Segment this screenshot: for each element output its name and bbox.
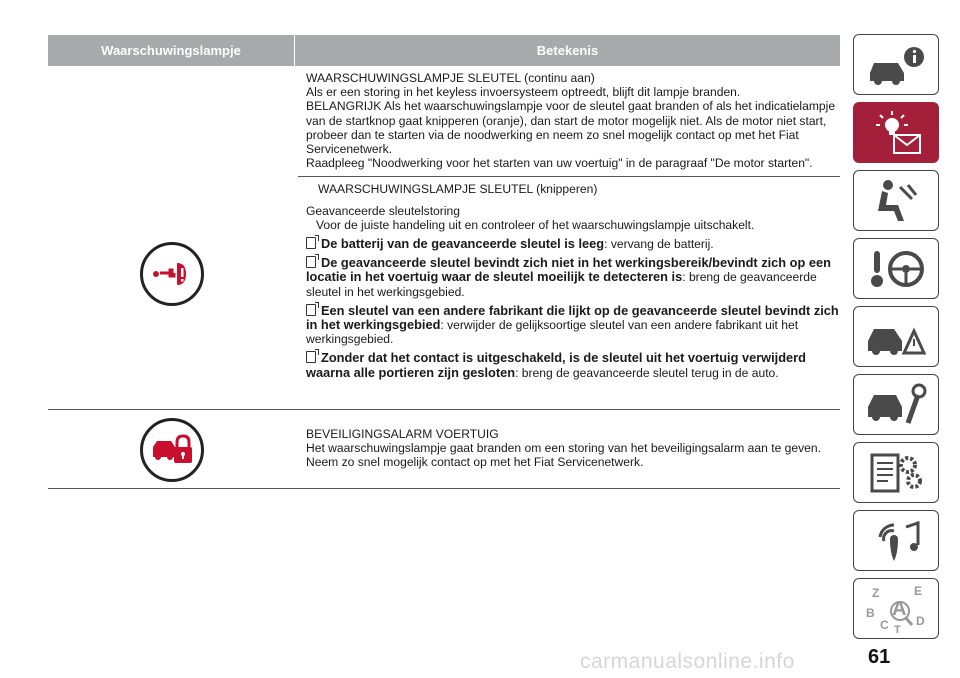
list-item: Een sleutel van een andere fabrikant die lijkt op de geavanceerde sleutel bevindt zich in het werkingsgebied: verwijder de gelijksoortige sleutel van een andere fabrikant uit het werkingsgebied. (306, 302, 839, 347)
warning-light-envelope-icon (864, 109, 928, 157)
continuous-title: WAARSCHUWINGSLAMPJE SLEUTEL (continu aan) (306, 71, 595, 85)
alarm-line1: Het waarschuwingslampje gaat branden om een storing van het beveiligingsalarm aan te geven. (306, 441, 821, 456)
svg-text:E: E (914, 583, 923, 598)
table-row (48, 410, 840, 489)
alarm-title: BEVEILIGINGSALARM VOERTUIG (306, 427, 499, 441)
tab-emergency[interactable] (853, 306, 939, 367)
media-music-icon (864, 517, 928, 565)
tab-warning-lights[interactable] (853, 102, 939, 163)
security-alarm-lamp-icon (140, 418, 204, 482)
tab-starting-driving[interactable] (853, 238, 939, 299)
table-header (48, 35, 840, 66)
blinking-block (298, 176, 840, 383)
tab-dashboard[interactable] (853, 34, 939, 95)
checkbox-icon (306, 304, 316, 316)
car-wrench-icon (864, 381, 928, 429)
alarm-line2: Neem zo snel mogelijk contact op met het Fiat Servicenetwerk. (306, 455, 644, 470)
svg-text:D: D (916, 613, 925, 628)
svg-text:T: T (894, 623, 901, 635)
table-row (48, 66, 840, 410)
header-meaning: Betekenis (536, 43, 599, 58)
header-lamp: Waarschuwingslampje (48, 35, 295, 66)
specs-gears-icon (864, 449, 928, 497)
checkbox-icon (306, 351, 316, 363)
seat-airbag-icon (864, 177, 928, 225)
svg-text:A: A (892, 597, 907, 620)
warning-lights-table (48, 35, 840, 489)
tab-multimedia[interactable] (853, 510, 939, 571)
key-warning-lamp-icon (140, 242, 204, 306)
blinking-title: WAARSCHUWINGSLAMPJE SLEUTEL (knipperen) (318, 182, 598, 197)
svg-text:Z: Z (872, 585, 880, 600)
tab-index[interactable] (853, 578, 939, 639)
list-item: De batterij van de geavanceerde sleutel is leeg: vervang de batterij. (306, 237, 840, 251)
tab-safety[interactable] (853, 170, 939, 231)
continuous-line2: BELANGRIJK Als het waarschuwingslampje voor de sleutel gaat branden of als het indicatielampje van de startknop gaat knipperen (oranje), dan start de motor mogelijk niet. Als de motor niet start, probeer dan te starten via de noodwerking en neem zo snel mogelijk contact op met het Fiat Servicenetwerk. (306, 99, 836, 157)
lamp-cell (48, 410, 298, 488)
steering-wheel-key-icon (864, 245, 928, 293)
svg-text:C: C (880, 617, 889, 632)
list-item: De geavanceerde sleutel bevindt zich niet in het werkingsbereik/bevindt zich op een locatie in het voertuig waar de sleutel moeilijk te detecteren is: breng de geavanceerde sleutel in het werkingsgebied. (306, 255, 831, 299)
car-accident-icon (864, 313, 928, 361)
meaning-cell (298, 66, 840, 409)
blinking-sub: Geavanceerde sleutelstoring (306, 203, 460, 218)
continuous-block (298, 66, 840, 176)
chapter-nav (853, 34, 939, 646)
tab-technical-data[interactable] (853, 442, 939, 503)
list-item: Zonder dat het contact is uitgeschakeld, is de sleutel uit het voertuig verwijderd waarna alle portieren zijn gesloten: breng de geavanceerde sleutel terug in de auto. (306, 350, 806, 380)
watermark: carmanualsonline.info (580, 650, 795, 673)
page-number: 61 (868, 646, 891, 668)
meaning-cell (298, 410, 840, 488)
car-info-icon (864, 43, 928, 87)
tab-maintenance[interactable] (853, 374, 939, 435)
svg-text:B: B (866, 605, 875, 620)
checkbox-icon (306, 256, 316, 268)
lamp-cell (48, 66, 298, 409)
blinking-intro: Voor de juiste handeling uit en controleer of het waarschuwingslampje uitschakelt. (316, 217, 755, 232)
checkbox-icon (306, 237, 316, 249)
index-letters-icon (864, 583, 928, 635)
continuous-line1: Als er een storing in het keyless invoersysteem optreedt, blijft dit lampje branden. (306, 85, 741, 100)
continuous-line3: Raadpleeg "Noodwerking voor het starten van uw voertuig" in de paragraaf "De motor starten". (306, 156, 813, 171)
